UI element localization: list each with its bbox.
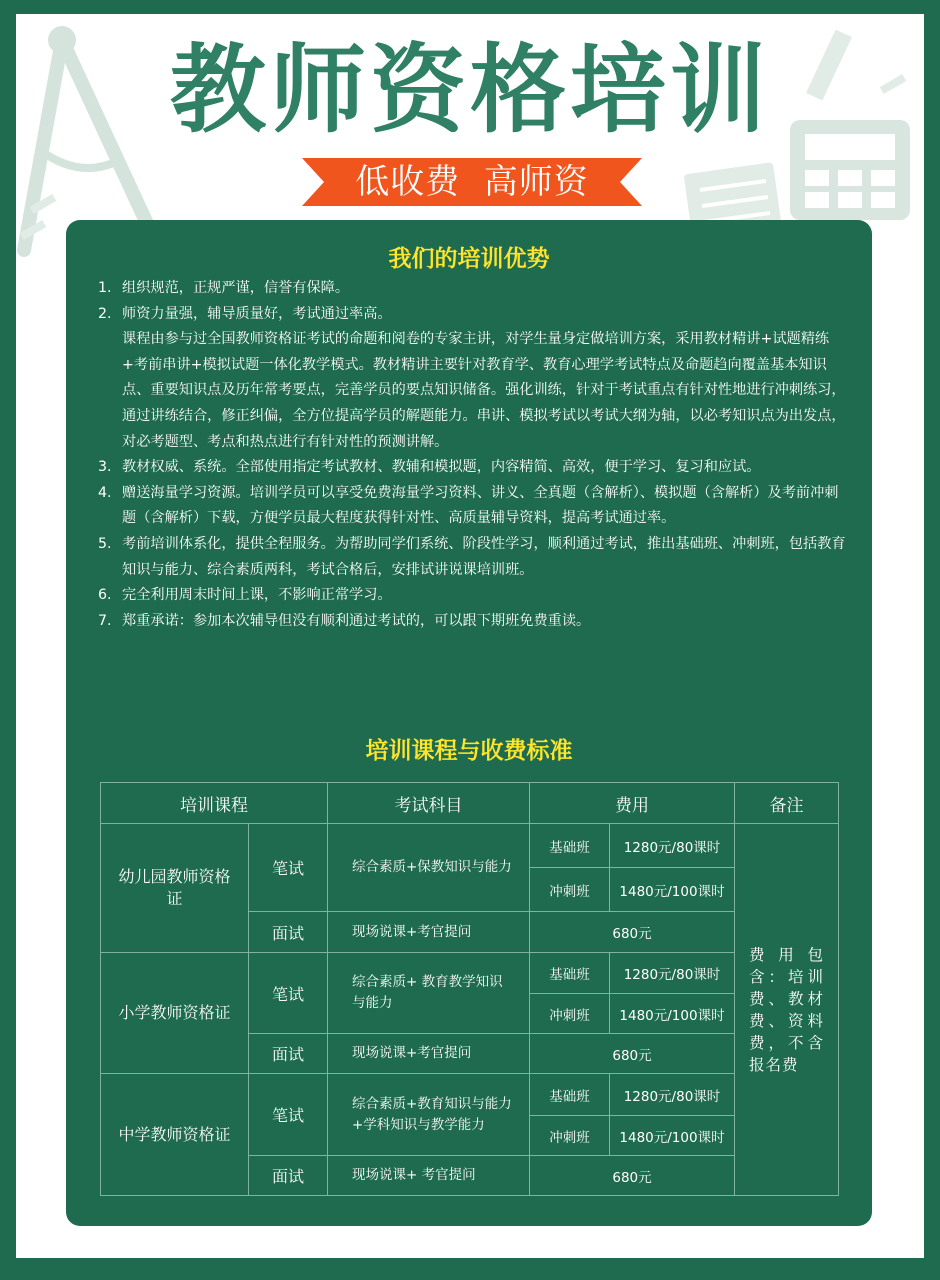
pricing-table: [100, 782, 839, 1196]
table-row: [101, 1074, 839, 1116]
class-fee: 1480元/100课时: [610, 868, 735, 912]
item-number: 1.: [98, 280, 112, 296]
exam-type: 面试: [249, 1034, 328, 1074]
interview-fee: 680元: [530, 1156, 735, 1196]
class-fee: 1280元/80课时: [610, 953, 735, 994]
exam-subject: 综合素质+教育知识与能力+学科知识与教学能力: [328, 1074, 530, 1156]
item-number: 7.: [98, 612, 112, 629]
table-header-row: [101, 783, 839, 824]
slogan-text: 低收费 高师资: [355, 162, 589, 202]
list-item: [98, 276, 850, 302]
class-fee: 1280元/80课时: [610, 1074, 735, 1116]
table-row: [101, 824, 839, 868]
item-text: 赠送海量学习资源。培训学员可以享受免费海量学习资料、讲义、全真题（含解析）、模拟题（含解析）及考前冲刺题（含解析）下载，方便学员最大程度获得针对性、高质量辅导资料，提高考试通过率。: [122, 484, 839, 527]
item-text: 教材权威、系统。全部使用指定考试教材、教辅和模拟题，内容精简、高效，便于学习、复习和应试。: [122, 459, 761, 476]
item-number: 4.: [98, 484, 112, 501]
item-number: 6.: [98, 587, 112, 604]
table-row: [101, 953, 839, 994]
header-course: 培训课程: [101, 783, 328, 824]
interview-fee: 680元: [530, 912, 735, 953]
item-text: 组织规范，正规严谨，信誉有保障。: [122, 280, 350, 296]
class-type: 冲刺班: [530, 1116, 610, 1156]
header-fee: 费用: [530, 783, 735, 824]
exam-subject: 现场说课+ 考官提问: [328, 1156, 530, 1196]
main-title: 教师资格培训: [170, 34, 770, 146]
exam-type: 笔试: [249, 824, 328, 912]
list-item: [98, 583, 850, 609]
exam-type: 面试: [249, 912, 328, 953]
list-item: [98, 481, 850, 532]
class-type: 冲刺班: [530, 868, 610, 912]
list-item: [98, 302, 850, 328]
header-subject: 考试科目: [328, 783, 530, 824]
exam-subject: 综合素质+保教知识与能力: [328, 824, 530, 912]
item-number: 3.: [98, 459, 112, 476]
advantages-title: 我们的培训优势: [388, 246, 550, 272]
list-item: [98, 327, 850, 455]
item-text: 课程由参与过全国教师资格证考试的命题和阅卷的专家主讲，对学生量身定做培训方案，采用教材精讲+试题精练+考前串讲+模拟试题一体化教学模式。教材精讲主要针对教育学、教育心理学考试特点及命题趋向覆盖基本知识点、重要知识点及历年常考要点，完善学员的要点知识储备。强化训练，针对于考试重点有针对性地进行冲刺练习，通过讲练结合，修正纠偏，全方位提高学员的解题能力。串讲、模拟考试以考试大纲为轴，以必考知识点为出发点，对必考题型、考点和热点进行有针对性的预测讲解。: [122, 331, 846, 450]
class-type: 基础班: [530, 1074, 610, 1116]
item-text: 考前培训体系化，提供全程服务。为帮助同学们系统、阶段性学习，顺利通过考试，推出基础班、冲刺班，包括教育知识与能力、综合素质两科，考试合格后，安排试讲说课培训班。: [122, 535, 846, 578]
list-item: [98, 532, 850, 583]
exam-subject: 综合素质+ 教育教学知识与能力: [328, 953, 530, 1034]
exam-type: 笔试: [249, 1074, 328, 1156]
class-type: 冲刺班: [530, 994, 610, 1034]
fee-note: 费用包含：培训费、教材费、资料费，不含报名费: [735, 824, 839, 1196]
class-fee: 1480元/100课时: [610, 994, 735, 1034]
advantages-list: [98, 276, 850, 634]
class-fee: 1480元/100课时: [610, 1116, 735, 1156]
list-item: [98, 455, 850, 481]
header-note: 备注: [735, 783, 839, 824]
item-number: 5.: [98, 535, 112, 552]
course-name: 中学教师资格证: [101, 1074, 249, 1196]
item-text: 郑重承诺：参加本次辅导但没有顺利通过考试的，可以跟下期班免费重读。: [122, 612, 591, 629]
item-number: 2.: [98, 305, 112, 322]
exam-subject: 现场说课+考官提问: [328, 1034, 530, 1074]
exam-subject: 现场说课+考官提问: [328, 912, 530, 953]
item-text: 完全利用周末时间上课，不影响正常学习。: [122, 587, 392, 604]
pricing-title: 培训课程与收费标准: [365, 738, 573, 764]
exam-type: 笔试: [249, 953, 328, 1034]
class-type: 基础班: [530, 953, 610, 994]
class-type: 基础班: [530, 824, 610, 868]
item-text: 师资力量强，辅导质量好，考试通过率高。: [122, 305, 392, 322]
list-item: [98, 609, 850, 635]
class-fee: 1280元/80课时: [610, 824, 735, 868]
course-name: 幼儿园教师资格证: [101, 824, 249, 953]
interview-fee: 680元: [530, 1034, 735, 1074]
course-name: 小学教师资格证: [101, 953, 249, 1074]
exam-type: 面试: [249, 1156, 328, 1196]
